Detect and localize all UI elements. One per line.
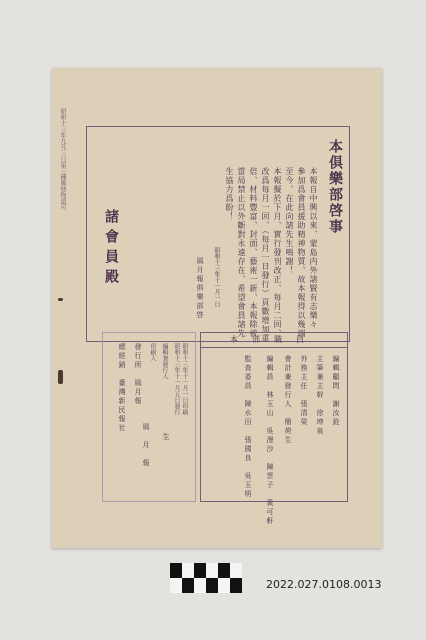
- notice-line: 本報擬於下月、實行發刊改正、每月二回、: [273, 167, 282, 338]
- scale-square: [194, 563, 206, 578]
- pub-line: 昭和十三年十一月一日印刷: [181, 343, 188, 415]
- notice-line: 當局禁止以外斷對永遠存在、希望會員諸先: [237, 167, 246, 338]
- notice-line: 生協力爲盼！: [225, 167, 234, 221]
- staff-column: 外務主任 張清榮: [300, 355, 308, 427]
- staff-title: 本部職員: [201, 333, 347, 348]
- accession-label: 2022.027.0108.0013: [266, 578, 382, 591]
- notice-line: 參加爲會員援助精神物質、故本報得以幾端: [297, 167, 306, 338]
- scale-square: [170, 563, 182, 578]
- scale-square: [182, 563, 194, 578]
- scale-square: [230, 578, 242, 593]
- staff-box: [200, 332, 348, 526]
- pub-line: 印刷人: [149, 343, 156, 361]
- notice-line: 至今、在此向諸先生鳴謝！: [285, 167, 294, 275]
- scale-square: [194, 578, 206, 593]
- staff-column: 編輯顧問 謝汝銓: [332, 355, 340, 427]
- staff-column: 編輯員 林玉山 吳漫沙 陳雲子 黃可軒: [266, 355, 274, 526]
- scale-square: [230, 563, 242, 578]
- notice-title: 本俱樂部啓事: [327, 139, 343, 235]
- scale-square: [182, 578, 194, 593]
- scale-square: [206, 563, 218, 578]
- binding-hole: [58, 370, 63, 384]
- pub-name-big: 風 月 報: [142, 423, 150, 468]
- notice-line: 倍、材料豐富、封面、藝術一新、本報除被: [249, 167, 258, 338]
- pub-line: 昭和十三年十一月五日發行: [173, 343, 180, 415]
- pub-line: 發行所 風月報: [134, 343, 142, 406]
- scale-square: [218, 563, 230, 578]
- scale-square: [206, 578, 218, 593]
- notice-date: 昭和十三年十一月一日: [213, 247, 220, 307]
- notice-box: [86, 126, 350, 342]
- spine-text: 昭和十三年九月三日第三種郵便物認可: [59, 108, 66, 210]
- notice-line: 改爲每月一回、（每月一日發行）頁數增加重: [261, 167, 270, 343]
- notice-line: 本報自中興以來、蒙島内外諸賢有志樂々: [309, 167, 318, 329]
- publication-info-box: [102, 332, 196, 502]
- scale-square: [218, 578, 230, 593]
- staff-column: 監查委員 陳水田 張國良 吳玉明: [244, 355, 252, 499]
- addressee: 諸會員殿: [103, 209, 119, 289]
- pub-line: 編輯兼發行人: [161, 343, 168, 379]
- scale-bar: [170, 563, 242, 593]
- notice-signature: 風月報俱樂部啓: [196, 257, 204, 320]
- scale-square: [170, 578, 182, 593]
- binding-hole: [58, 298, 63, 301]
- document-page: [52, 68, 382, 548]
- pub-line: 總經銷 臺灣新民報社: [118, 343, 126, 433]
- staff-column: 主筆兼主幹 徐坤泉: [316, 355, 324, 436]
- pub-name-right: 生: [162, 433, 170, 442]
- staff-column: 會計兼發行人 簡荷生: [284, 355, 292, 445]
